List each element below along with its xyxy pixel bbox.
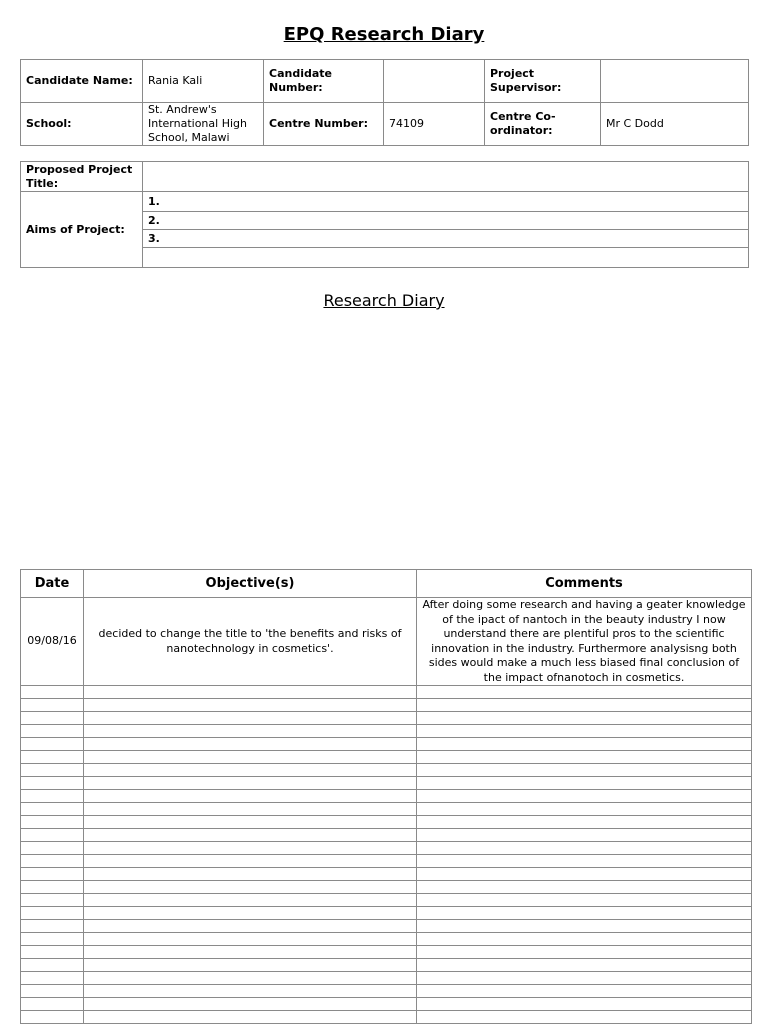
entry-date: [21, 725, 84, 738]
diary-empty-row: [21, 946, 752, 959]
school-label: School:: [21, 103, 143, 146]
entry-objective: [84, 738, 417, 751]
entry-objective: [84, 881, 417, 894]
candidate-name-label: Candidate Name:: [21, 60, 143, 103]
entry-comments: [417, 972, 752, 985]
aim-item: 1.: [143, 192, 749, 212]
entry-objective: [84, 751, 417, 764]
comments-column-header: Comments: [417, 570, 752, 598]
diary-empty-row: [21, 738, 752, 751]
entry-comments: [417, 764, 752, 777]
entry-date: [21, 777, 84, 790]
date-column-header: Date: [21, 570, 84, 598]
entry-comments: [417, 855, 752, 868]
entry-date: [21, 738, 84, 751]
entry-date: [21, 920, 84, 933]
entry-comments: [417, 816, 752, 829]
diary-empty-row: [21, 803, 752, 816]
entry-comments: [417, 842, 752, 855]
entry-comments: [417, 751, 752, 764]
aim-item: 2.: [143, 212, 749, 230]
entry-objective: [84, 972, 417, 985]
entry-date: [21, 907, 84, 920]
entry-comments: [417, 959, 752, 972]
entry-comments: [417, 790, 752, 803]
entry-objective: [84, 933, 417, 946]
entry-date: [21, 946, 84, 959]
entry-comments: [417, 868, 752, 881]
diary-empty-row: [21, 998, 752, 1011]
aims-label: Aims of Project:: [21, 192, 143, 268]
entry-date: [21, 894, 84, 907]
entry-date: [21, 855, 84, 868]
diary-empty-row: [21, 972, 752, 985]
entry-date: [21, 881, 84, 894]
entry-date: [21, 686, 84, 699]
entry-comments: [417, 920, 752, 933]
centre-number-label: Centre Number:: [264, 103, 384, 146]
diary-entry-row: [21, 598, 752, 686]
entry-comments: [417, 803, 752, 816]
school-value: St. Andrew's International High School, Malawi: [143, 103, 264, 146]
entry-date: [21, 985, 84, 998]
diary-empty-row: [21, 959, 752, 972]
diary-empty-row: [21, 842, 752, 855]
diary-empty-row: [21, 751, 752, 764]
candidate-number-value: [384, 60, 485, 103]
diary-empty-row: [21, 881, 752, 894]
diary-empty-row: [21, 894, 752, 907]
entry-objective: [84, 985, 417, 998]
entry-objective: [84, 816, 417, 829]
candidate-info-table: [20, 59, 749, 146]
diary-empty-row: [21, 933, 752, 946]
diary-empty-row: [21, 686, 752, 699]
diary-empty-row: [21, 868, 752, 881]
entry-date: [21, 868, 84, 881]
entry-objective: [84, 829, 417, 842]
entry-comments: [417, 738, 752, 751]
document-title: EPQ Research Diary: [283, 24, 485, 45]
entry-comments: [417, 1011, 752, 1024]
entry-comments: [417, 725, 752, 738]
diary-empty-row: [21, 790, 752, 803]
entry-comments: After doing some research and having a geater knowledge of the ipact of nantoch in the beauty industry I now understand there are plentiful pros to the scientific innovation in the industry. Furthermore analysisng both sides would make a much less biased final conclusion of the impact ofnanotoch in cosmetics.: [417, 598, 752, 686]
entry-objective: [84, 920, 417, 933]
entry-date: [21, 998, 84, 1011]
entry-objective: [84, 803, 417, 816]
entry-objective: [84, 686, 417, 699]
entry-objective: [84, 777, 417, 790]
project-aims-table: [20, 161, 749, 268]
entry-comments: [417, 907, 752, 920]
entry-comments: [417, 998, 752, 1011]
entry-objective: [84, 868, 417, 881]
diary-empty-row: [21, 829, 752, 842]
entry-date: [21, 790, 84, 803]
entry-comments: [417, 946, 752, 959]
entry-comments: [417, 894, 752, 907]
entry-date: 09/08/16: [21, 598, 84, 686]
entry-date: [21, 764, 84, 777]
entry-date: [21, 751, 84, 764]
entry-date: [21, 842, 84, 855]
entry-objective: [84, 1011, 417, 1024]
entry-date: [21, 712, 84, 725]
entry-objective: [84, 842, 417, 855]
objectives-column-header: Objective(s): [84, 570, 417, 598]
entry-comments: [417, 985, 752, 998]
entry-comments: [417, 712, 752, 725]
entry-date: [21, 829, 84, 842]
aim-item: 3.: [143, 230, 749, 248]
entry-objective: [84, 790, 417, 803]
diary-empty-row: [21, 816, 752, 829]
candidate-name-value: Rania Kali: [143, 60, 264, 103]
entry-objective: [84, 725, 417, 738]
entry-objective: [84, 699, 417, 712]
entry-date: [21, 1011, 84, 1024]
entry-comments: [417, 777, 752, 790]
centre-number-value: 74109: [384, 103, 485, 146]
entry-date: [21, 959, 84, 972]
entry-date: [21, 972, 84, 985]
diary-empty-row: [21, 777, 752, 790]
entry-objective: [84, 894, 417, 907]
candidate-number-label: Candidate Number:: [264, 60, 384, 103]
diary-empty-row: [21, 920, 752, 933]
entry-objective: decided to change the title to 'the benefits and risks of nanotechnology in cosmetics'.: [84, 598, 417, 686]
entry-comments: [417, 686, 752, 699]
diary-empty-row: [21, 1011, 752, 1024]
diary-empty-row: [21, 985, 752, 998]
centre-coordinator-value: Mr C Dodd: [601, 103, 749, 146]
diary-empty-row: [21, 907, 752, 920]
project-supervisor-label: Project Supervisor:: [485, 60, 601, 103]
project-supervisor-value: [601, 60, 749, 103]
entry-objective: [84, 712, 417, 725]
entry-objective: [84, 907, 417, 920]
centre-coordinator-label: Centre Co-ordinator:: [485, 103, 601, 146]
diary-empty-row: [21, 764, 752, 777]
entry-date: [21, 933, 84, 946]
entry-date: [21, 699, 84, 712]
entry-objective: [84, 764, 417, 777]
aim-item: [143, 248, 749, 268]
research-diary-table: [20, 569, 752, 1024]
diary-empty-row: [21, 725, 752, 738]
diary-empty-row: [21, 699, 752, 712]
entry-objective: [84, 946, 417, 959]
diary-empty-row: [21, 712, 752, 725]
research-diary-heading: Research Diary: [323, 291, 445, 310]
entry-objective: [84, 855, 417, 868]
diary-empty-row: [21, 855, 752, 868]
entry-comments: [417, 699, 752, 712]
entry-date: [21, 803, 84, 816]
entry-objective: [84, 959, 417, 972]
project-title-label: Proposed Project Title:: [21, 162, 143, 192]
entry-comments: [417, 881, 752, 894]
entry-comments: [417, 933, 752, 946]
project-title-value: [143, 162, 749, 192]
entry-date: [21, 816, 84, 829]
entry-comments: [417, 829, 752, 842]
entry-objective: [84, 998, 417, 1011]
